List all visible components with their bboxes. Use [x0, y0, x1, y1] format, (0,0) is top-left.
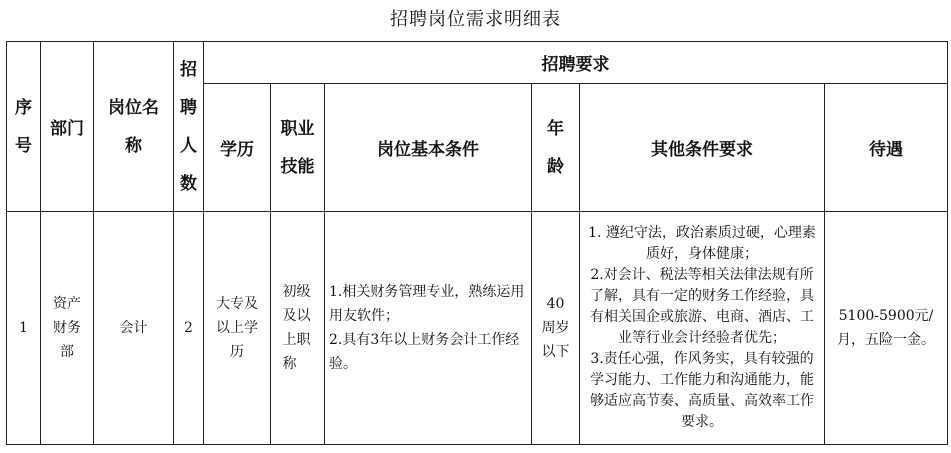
cell-basic-conditions — [325, 212, 532, 445]
header-basic-conditions: 岗位基本条件 — [325, 84, 532, 212]
basic-condition-item: 1.相关财务管理专业，熟练运用用友软件； — [329, 284, 525, 324]
cell-headcount: 2 — [174, 212, 204, 445]
other-condition-item: 1. 遵纪守法，政治素质过硬，心理素质好，身体健康； — [588, 225, 816, 262]
cell-age: 40周岁以下 — [532, 212, 580, 445]
cell-benefit: 5100-5900元/月，五险一金。 — [825, 212, 948, 445]
cell-skill: 初级及以上职称 — [271, 212, 325, 445]
cell-position: 会计 — [94, 212, 174, 445]
cell-department: 资产财务部 — [41, 212, 94, 445]
table-row — [7, 212, 948, 445]
header-row-top — [7, 42, 948, 84]
recruitment-table — [6, 41, 948, 445]
header-benefit: 待遇 — [825, 84, 948, 212]
header-education: 学历 — [204, 84, 271, 212]
cell-other-conditions — [580, 212, 825, 445]
basic-condition-item: 2.具有3年以上财务会计工作经验。 — [329, 332, 520, 372]
header-index: 序号 — [7, 42, 41, 212]
table-title: 招聘岗位需求明细表 — [390, 9, 561, 30]
other-condition-item: 2.对会计、税法等相关法律法规有所了解，具有一定的财务工作经验，具有相关国企或旅游、电商、酒店、工业等行业会计经验者优先； — [590, 267, 814, 346]
other-condition-item: 3.责任心强，作风务实，具有较强的学习能力、工作能力和沟通能力，能够适应高节奏、高质量、高效率工作要求。 — [590, 351, 814, 430]
cell-index: 1 — [7, 212, 41, 445]
header-age: 年龄 — [532, 84, 580, 212]
header-department: 部门 — [41, 42, 94, 212]
header-requirements: 招聘要求 — [204, 42, 948, 84]
header-position: 岗位名称 — [94, 42, 174, 212]
header-headcount: 招聘人数 — [174, 42, 204, 212]
header-other-conditions: 其他条件要求 — [580, 84, 825, 212]
cell-education: 大专及以上学历 — [204, 212, 271, 445]
header-skill: 职业技能 — [271, 84, 325, 212]
